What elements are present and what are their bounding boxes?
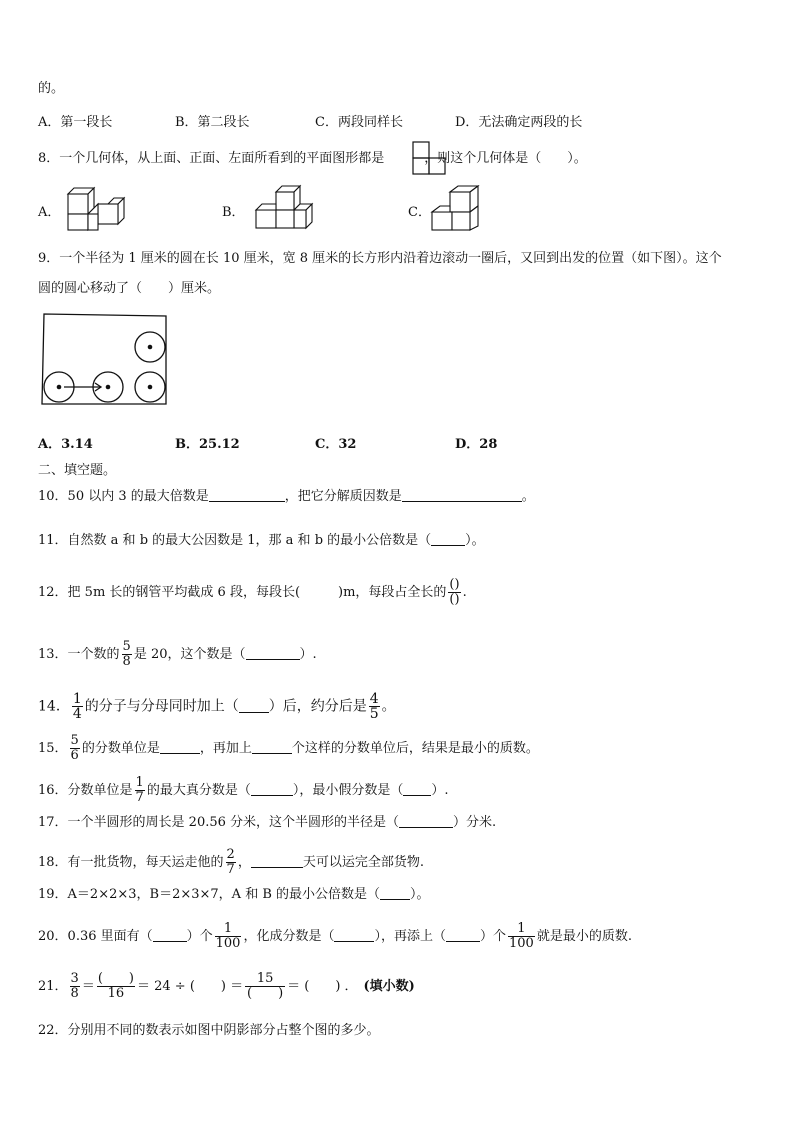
- q15-blank-1[interactable]: [160, 740, 200, 754]
- q14-blank[interactable]: [239, 699, 269, 713]
- q9-line2: 圆的圆心移动了（ ）厘米。: [38, 281, 221, 296]
- q19: 19．A＝2×2×3，B＝2×3×7，A 和 B 的最小公倍数是（ ）。: [38, 887, 430, 902]
- q17: 17．一个半圆形的周长是 20.56 分米，这个半圆形的半径是（ ）分米.: [38, 815, 497, 830]
- q10-blank-1[interactable]: [209, 488, 285, 502]
- q9-option-d: D．28: [455, 437, 498, 452]
- q9-option-a: A．3.14: [38, 437, 93, 452]
- q22: 22．分别用不同的数表示如图中阴影部分占整个图的多少。: [38, 1023, 380, 1038]
- q14: 14． $\frac{1}{4}$ 的分子与分母同时加上（ ）后，约分后是 $\frac{4}{5}$ 。: [38, 691, 396, 722]
- q9-option-c: C．32: [315, 437, 357, 452]
- q16-blank-2[interactable]: [403, 782, 431, 796]
- q7-option-d: D．无法确定两段的长: [455, 115, 583, 130]
- q16: 16．分数单位是 $\frac{1}{7}$ 的最大真分数是（ ），最小假分数是（ ）.: [38, 775, 449, 805]
- q11: 11．自然数 a 和 b 的最大公因数是 1，那 a 和 b 的最小公倍数是（ ）。: [38, 533, 485, 548]
- q15: 15． $\frac{5}{6}$ 的分数单位是 ，再加上 个这样的分数单位后，结果是最小的质数。: [38, 733, 539, 763]
- q12: 12．把 5m 长的钢管平均截成 6 段，每段长( )m，每段占全长的 $\frac{()}{()}$ .: [38, 577, 467, 607]
- q8-option-a-label: A．: [38, 205, 61, 220]
- q15-blank-2[interactable]: [252, 740, 292, 754]
- q8-option-b-label: B．: [222, 205, 245, 220]
- q16-blank-1[interactable]: [251, 782, 293, 796]
- q8-text-before: 8．一个几何体，从上面、正面、左面所看到的平面图形都是: [38, 151, 385, 166]
- q7-option-b: B．第二段长: [175, 115, 250, 130]
- q20-blank-2[interactable]: [334, 928, 374, 942]
- q8-view-figure: [412, 141, 446, 175]
- q19-blank[interactable]: [380, 886, 410, 900]
- q20-blank-3[interactable]: [446, 928, 480, 942]
- q10-blank-2[interactable]: [402, 488, 522, 502]
- q20: 20．0.36 里面有（ ）个 $\frac{1}{100}$ ，化成分数是（ ），再添上（ ）个 $\frac{1}{100}$ 就是最小的质数.: [38, 921, 632, 951]
- q13: 13．一个数的 $\frac{5}{8}$ 是 20，这个数是（ ）.: [38, 639, 317, 669]
- q10: 10．50 以内 3 的最大倍数是 ，把它分解质因数是 。: [38, 489, 535, 504]
- q20-blank-1[interactable]: [153, 928, 187, 942]
- q7-option-c: C．两段同样长: [315, 115, 403, 130]
- q8-question: [38, 150, 587, 168]
- q8-option-c-cubes: [430, 184, 486, 232]
- q9-option-b: B．25.12: [175, 437, 240, 452]
- q8-option-a-cubes: [62, 186, 128, 232]
- q8-option-c-label: C．: [408, 205, 431, 220]
- q7-option-a: A．第一段长: [38, 115, 113, 130]
- q18: 18．有一批货物，每天运走他的 $\frac{2}{7}$ ， 天可以运完全部货物.: [38, 847, 424, 877]
- q8-option-b-cubes: [250, 186, 316, 232]
- q8-text-after: ，则这个几何体是（ ）。: [424, 151, 587, 166]
- q18-blank[interactable]: [251, 854, 303, 868]
- q9-rectangle-figure: [42, 312, 170, 408]
- section-title-fill-blank: 二、填空题。: [38, 463, 117, 478]
- q13-blank[interactable]: [246, 646, 300, 660]
- q17-blank[interactable]: [399, 814, 453, 828]
- q7-tail: 的。: [38, 81, 65, 96]
- q9-line1: 9．一个半径为 1 厘米的圆在长 10 厘米，宽 8 厘米的长方形内沿着边滚动一圈后，又回到出发的位置（如下图）。这个: [38, 251, 722, 266]
- q21: 21． $\frac{3}{8}$ ＝ $\frac{( )}{16}$ ＝ 24 ÷ ( ) ＝ $\frac{15}{( )}$ ＝ ( ) ． (填小数): [38, 971, 415, 1001]
- q11-blank[interactable]: [431, 532, 465, 546]
